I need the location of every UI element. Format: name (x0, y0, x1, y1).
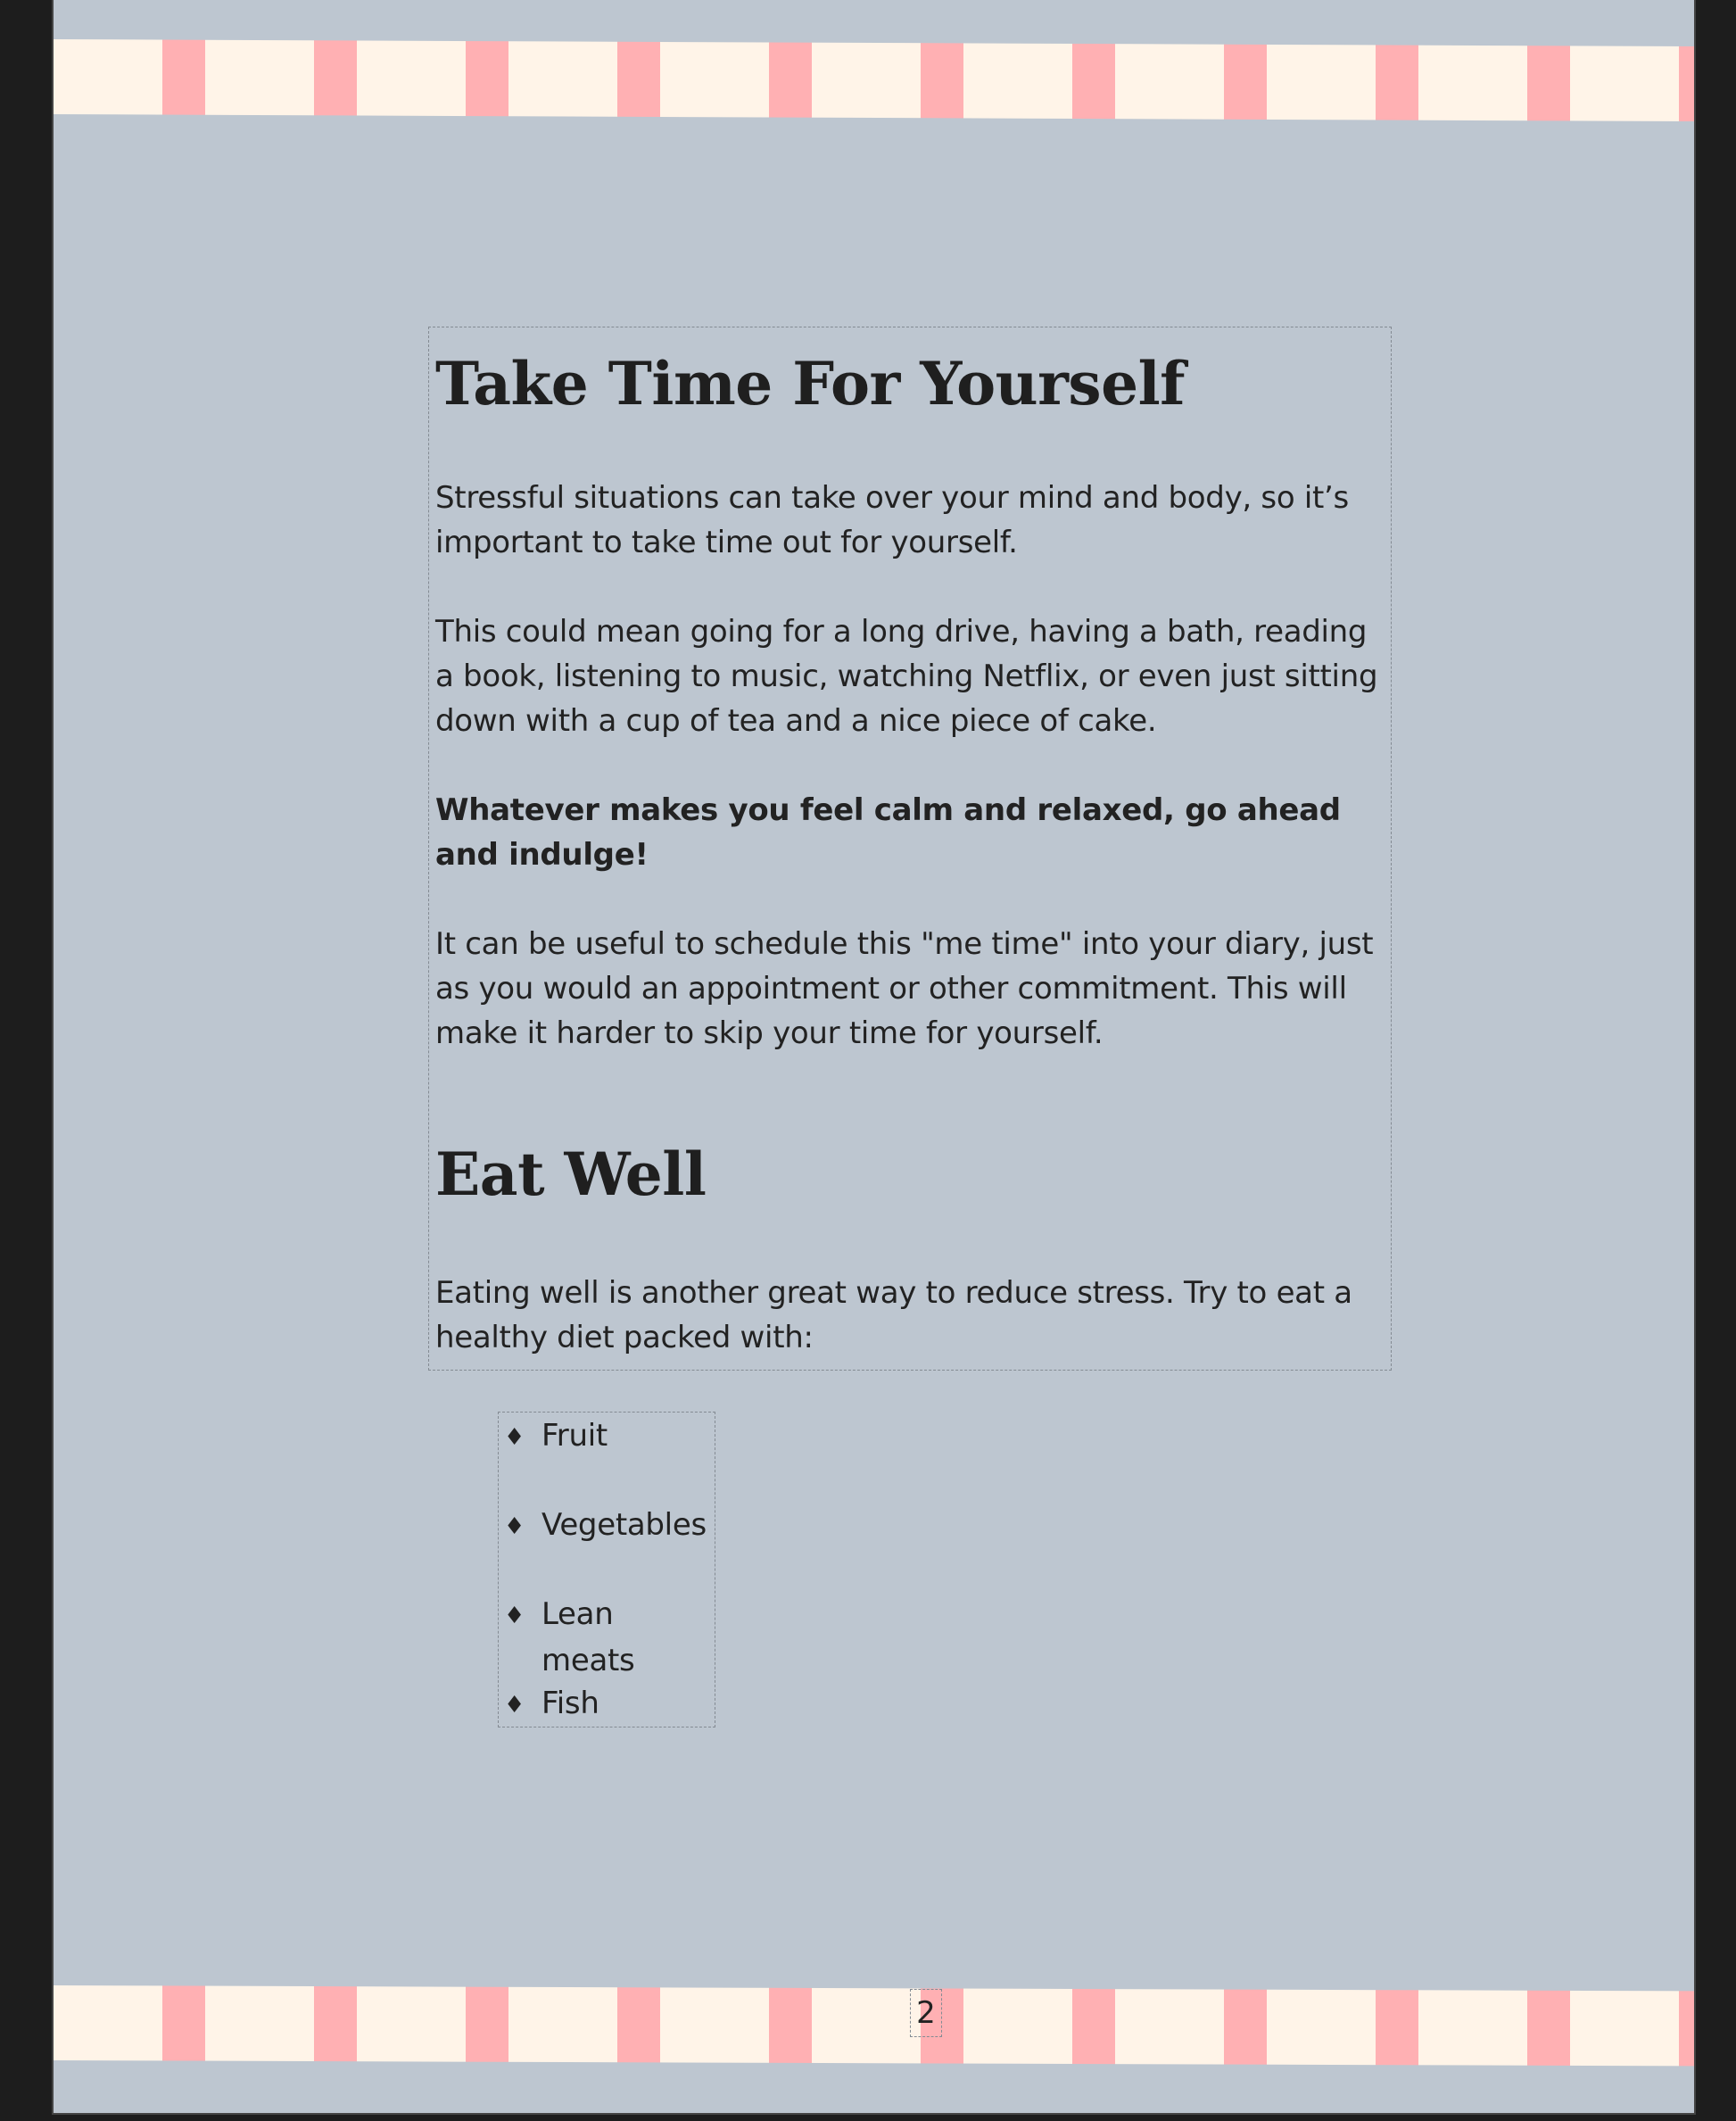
text-frame[interactable] (428, 327, 1392, 1371)
section-heading-eat-well: Eat Well (435, 1139, 707, 1209)
diamond-bullet-icon: ♦ (504, 1424, 525, 1451)
list-item (499, 1413, 715, 1502)
paragraph: Stressful situations can take over your mind and body, so it’s important to take time out for yourself. (435, 480, 1349, 560)
list-item (499, 1680, 715, 1769)
list-item-label: Fruit (541, 1418, 608, 1454)
list-item-label: Fish (541, 1686, 599, 1721)
document-page (52, 0, 1696, 2115)
paragraph: Eating well is another great way to reduce stress. Try to eat a healthy diet packed with: (435, 1275, 1352, 1355)
list-item (499, 1591, 715, 1680)
paragraph: This could mean going for a long drive, having a bath, reading a book, listening to music, watching Netflix, or even just sitting down with a cup of tea and a nice piece of cake. (435, 614, 1378, 739)
paragraph-bold: Whatever makes you feel calm and relaxed, go ahead and indulge! (435, 792, 1341, 873)
diamond-bullet-icon: ♦ (504, 1513, 525, 1540)
decorative-stripe-top (54, 39, 1694, 121)
paragraph: It can be useful to schedule this "me time" into your diary, just as you would an appointment or other commitment. This will make it harder to skip your time for yourself. (435, 926, 1374, 1051)
page-number[interactable]: 2 (910, 1989, 942, 2037)
list-item-label: Lean meats (541, 1596, 635, 1678)
section-heading-take-time: Take Time For Yourself (435, 349, 1186, 418)
diamond-bullet-icon: ♦ (504, 1603, 525, 1629)
list-item-label: Vegetables (541, 1507, 707, 1543)
food-list[interactable] (498, 1412, 715, 1727)
decorative-stripe-bottom (54, 1985, 1694, 2066)
list-item (499, 1502, 715, 1591)
diamond-bullet-icon: ♦ (504, 1692, 525, 1719)
